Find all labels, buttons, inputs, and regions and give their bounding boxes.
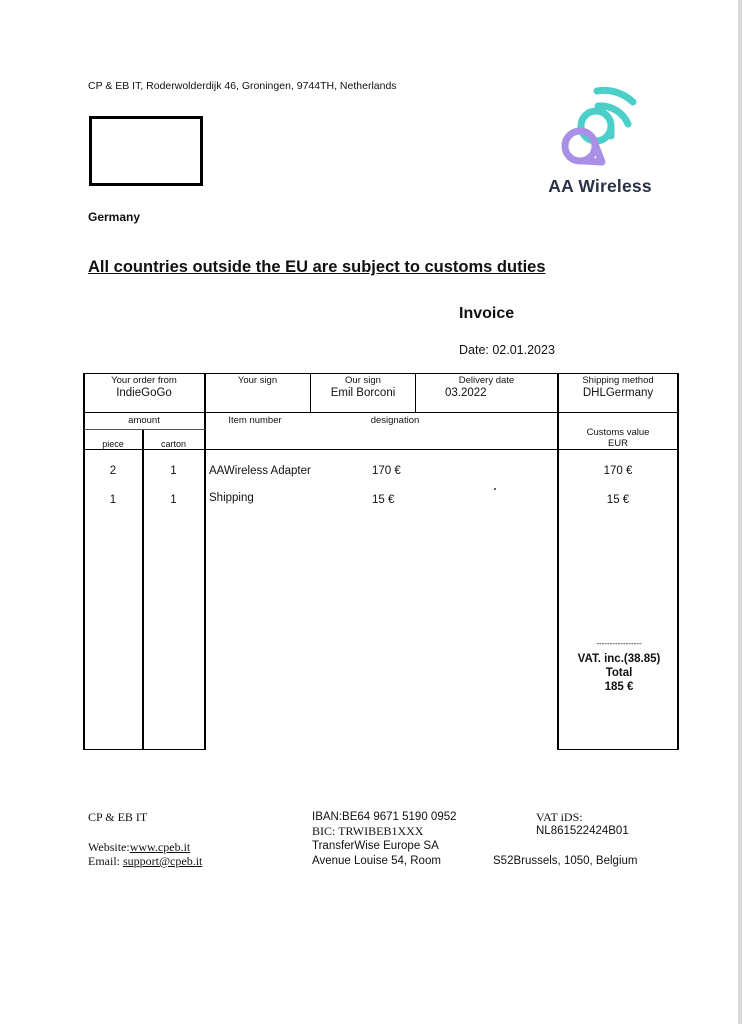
item-number-label: Item number bbox=[228, 415, 282, 426]
item-carton: 1 bbox=[170, 494, 177, 506]
shipping-method-value: DHLGermany bbox=[582, 387, 654, 399]
table-line bbox=[84, 449, 678, 450]
item-customs-value: 170 € bbox=[603, 465, 633, 477]
sender-address: CP & EB IT, Roderwolderdijk 46, Groningen, 9744TH, Netherlands bbox=[88, 80, 397, 92]
our-sign-value: Emil Borconi bbox=[330, 387, 396, 399]
shipping-method-label: Shipping method bbox=[582, 375, 654, 386]
item-number: Shipping bbox=[209, 492, 254, 504]
table-line bbox=[142, 429, 144, 750]
page-edge bbox=[738, 0, 742, 1024]
our-sign-label: Our sign bbox=[345, 375, 381, 386]
email-label: Email: bbox=[88, 854, 123, 868]
table-line bbox=[84, 749, 205, 750]
carton-label: carton bbox=[160, 439, 186, 449]
footer-iban: IBAN:BE64 9671 5190 0952 bbox=[312, 811, 457, 823]
brand-name: AA Wireless bbox=[548, 176, 652, 196]
footer-bic: BIC: TRWIBEB1XXX bbox=[312, 824, 424, 838]
piece-label: piece bbox=[102, 439, 124, 449]
delivery-date-value: 03.2022 bbox=[445, 387, 487, 399]
recipient-country: Germany bbox=[88, 210, 141, 224]
table-line bbox=[558, 749, 678, 750]
table-line bbox=[84, 412, 678, 413]
footer-bank-address: Avenue Louise 54, Room bbox=[312, 855, 441, 867]
item-piece: 1 bbox=[109, 494, 117, 506]
website-label: Website: bbox=[88, 840, 130, 854]
order-from-value: IndieGoGo bbox=[116, 387, 172, 399]
customs-value-label: Customs value bbox=[586, 427, 650, 438]
footer-bank: TransferWise Europe SA bbox=[312, 840, 439, 852]
recipient-address-box bbox=[89, 116, 203, 186]
amount-label: amount bbox=[128, 415, 160, 426]
designation-label: designation bbox=[370, 415, 420, 426]
vat-included: VAT. inc.(38.85) bbox=[577, 653, 661, 665]
footer-email bbox=[88, 854, 202, 869]
website-link[interactable]: www.cpeb.it bbox=[129, 840, 191, 854]
your-sign-label: Your sign bbox=[237, 375, 278, 386]
totals-separator: ----------------- bbox=[596, 639, 642, 648]
footer-bank-city: S52Brussels, 1050, Belgium bbox=[493, 855, 638, 867]
footer-vat-label: VAT iDS: bbox=[536, 810, 583, 824]
item-piece: 2 bbox=[109, 465, 117, 477]
item-designation: 170 € bbox=[372, 465, 401, 477]
invoice-date: Date: 02.01.2023 bbox=[459, 343, 555, 357]
total-value: 185 € bbox=[604, 681, 634, 693]
table-line bbox=[84, 373, 678, 374]
stray-mark bbox=[494, 488, 496, 490]
total-label: Total bbox=[605, 667, 633, 679]
wireless-signal-icon bbox=[540, 86, 660, 176]
currency-label: EUR bbox=[607, 438, 629, 449]
item-customs-value: 15 € bbox=[606, 494, 630, 506]
item-carton: 1 bbox=[170, 465, 177, 477]
item-number: AAWireless Adapter bbox=[209, 465, 311, 477]
table-line bbox=[84, 429, 205, 430]
footer-website bbox=[88, 840, 190, 855]
footer-company: CP & EB IT bbox=[88, 810, 148, 824]
aa-wireless-logo bbox=[540, 86, 660, 202]
footer-vat-id: NL861522424B01 bbox=[536, 825, 629, 837]
delivery-date-label: Delivery date bbox=[458, 375, 515, 386]
email-link[interactable]: support@cpeb.it bbox=[123, 854, 203, 868]
invoice-title: Invoice bbox=[459, 305, 515, 322]
item-designation: 15 € bbox=[372, 494, 395, 506]
customs-warning: All countries outside the EU are subject to customs duties bbox=[88, 258, 546, 276]
order-from-label: Your order from bbox=[111, 375, 177, 386]
